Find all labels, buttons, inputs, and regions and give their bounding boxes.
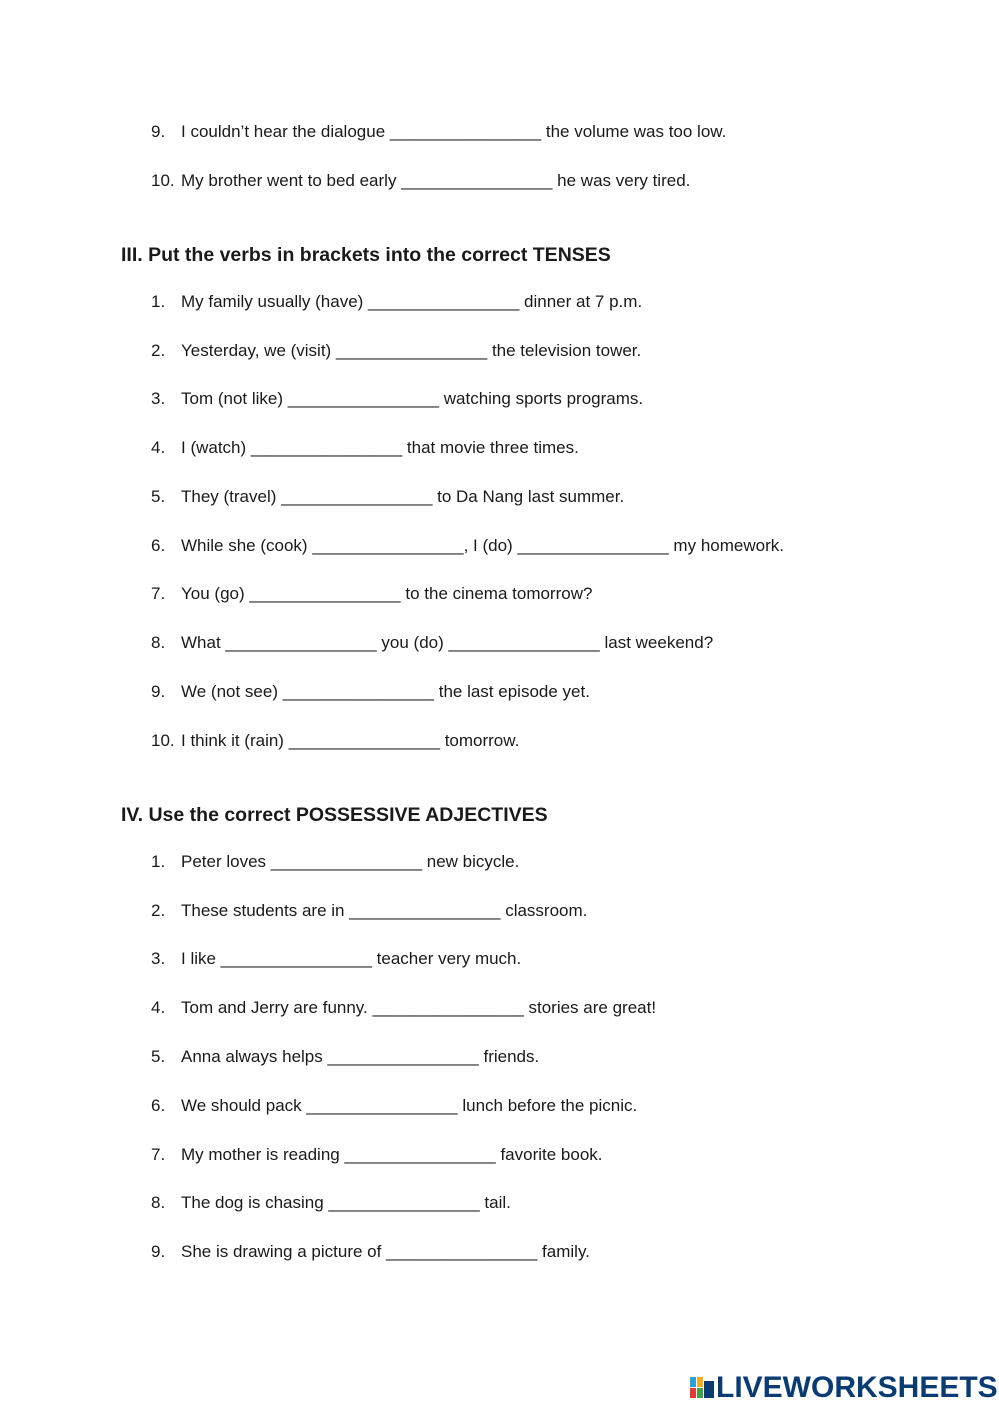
list-item [151,1096,637,1116]
list-item [151,389,643,409]
liveworksheets-logo [690,1370,998,1406]
list-item [151,1242,590,1262]
item-number: 3. [151,949,166,968]
item-text: You (go) ________________ to the cinema tomorrow? [181,584,593,603]
item-text: My family usually (have) ________________ dinner at 7 p.m. [181,292,643,311]
item-number: 1. [151,852,166,871]
item-number: 4. [151,998,166,1017]
item-number: 6. [151,1096,166,1115]
list-item [151,901,587,921]
item-text: My mother is reading ________________ favorite book. [181,1145,603,1164]
liveworksheets-logo-icon [690,1375,714,1401]
item-number: 9. [151,682,166,701]
item-text: My brother went to bed early ________________ he was very tired. [181,171,691,190]
item-number: 10. [151,731,175,750]
item-text: Tom and Jerry are funny. ________________ stories are great! [181,998,657,1017]
item-text: What ________________ you (do) ________________ last weekend? [181,633,714,652]
section-heading: IV. Use the correct POSSESSIVE ADJECTIVES [121,804,548,826]
item-text: I couldn’t hear the dialogue ________________ the volume was too low. [181,122,727,141]
item-text: I like ________________ teacher very much. [181,949,522,968]
list-item [151,341,641,361]
list-item [151,584,592,604]
list-item [151,852,519,872]
item-text: They (travel) ________________ to Da Nang last summer. [181,487,625,506]
item-number: 2. [151,341,166,360]
list-item [151,949,521,969]
list-item [151,438,579,458]
item-number: 5. [151,1047,166,1066]
item-text: Anna always helps ________________ friends. [181,1047,540,1066]
item-number: 7. [151,584,166,603]
list-item [151,682,590,702]
list-item [151,171,690,191]
list-item [151,292,642,312]
item-text: I think it (rain) ________________ tomorrow. [181,731,520,750]
item-text: Peter loves ________________ new bicycle. [181,852,520,871]
item-text: These students are in ________________ classroom. [181,901,588,920]
list-item [151,1145,603,1165]
item-number: 9. [151,122,166,141]
item-text: The dog is chasing ________________ tail. [181,1193,511,1212]
item-number: 3. [151,389,166,408]
list-item [151,122,726,142]
list-item [151,536,784,556]
section-heading: III. Put the verbs in brackets into the correct TENSES [121,244,611,266]
item-number: 4. [151,438,166,457]
list-item [151,487,624,507]
item-number: 10. [151,171,175,190]
list-item [151,731,519,751]
list-item [151,1193,511,1213]
item-number: 9. [151,1242,166,1261]
item-number: 5. [151,487,166,506]
list-item [151,998,656,1018]
item-text: Tom (not like) ________________ watching sports programs. [181,389,644,408]
item-number: 7. [151,1145,166,1164]
item-text: We (not see) ________________ the last episode yet. [181,682,590,701]
item-text: I (watch) ________________ that movie three times. [181,438,579,457]
item-number: 8. [151,633,166,652]
item-number: 6. [151,536,166,555]
list-item [151,633,713,653]
item-text: She is drawing a picture of ________________ family. [181,1242,590,1261]
list-item [151,1047,539,1067]
item-number: 8. [151,1193,166,1212]
item-text: Yesterday, we (visit) ________________ the television tower. [181,341,642,360]
item-text: We should pack ________________ lunch before the picnic. [181,1096,638,1115]
item-number: 1. [151,292,166,311]
item-number: 2. [151,901,166,920]
item-text: While she (cook) ________________, I (do) ________________ my homework. [181,536,784,555]
logo-text: LIVEWORKSHEETS [716,1371,998,1404]
